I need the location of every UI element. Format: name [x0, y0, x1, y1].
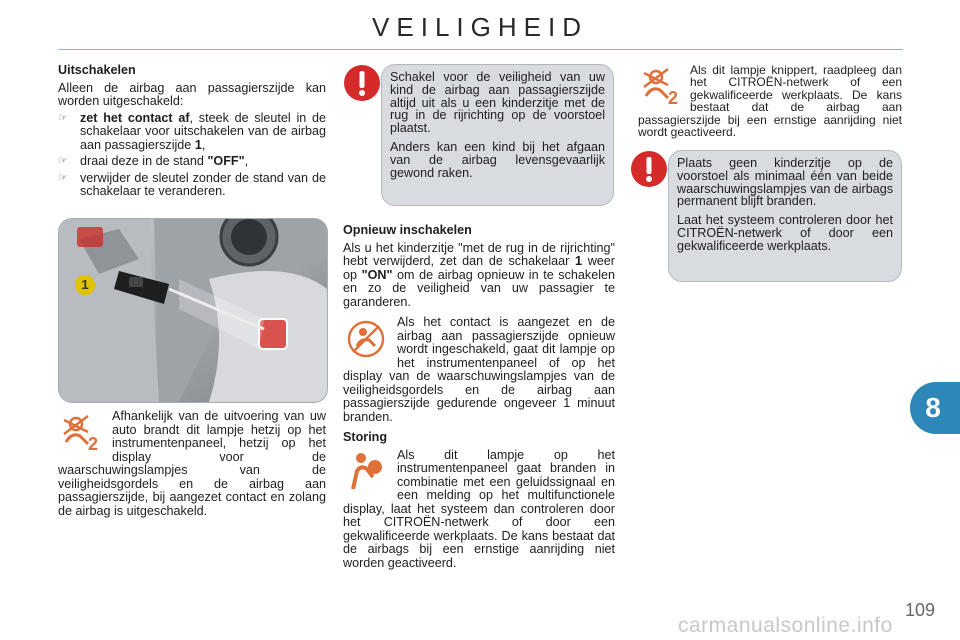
warning-exclamation-icon: [630, 150, 668, 188]
bullet-bold: 1: [194, 137, 202, 152]
bullet-text: verwijder de sleutel zonder de stand van de schakelaar te veranderen.: [80, 170, 326, 198]
airbag-fault-lamp-icon: [343, 449, 391, 503]
lamp-on-text: Als het contact is aangezet en de airbag aan passagierszijde opnieuw wordt ingeschakeld, gaat dit lampje op het instrumentenpaneel of op het display van de waarschuwingslampjes van de veiligheidsgordels en de airbag aan passagierszijde gedurende ongeveer 1 minuut branden.: [343, 315, 615, 424]
title-rule: [58, 49, 903, 50]
bullet-bold: "OFF": [207, 154, 245, 168]
fault-text: Als dit lampje op het instrumentenpaneel gaat branden in combinatie met een geluidssignaal en een melding op het multifunctionele display, laat het systeem dan controleren door het CITROËN-netwerk of door een gekwalificeerde werkplaats. De kans bestaat dat de airbags bij een ernstige aanrijding niet worden geactiveerd.: [343, 447, 615, 570]
airbag-off-lamp-icon: [638, 64, 684, 108]
warning-box-lamps: [668, 150, 902, 282]
watermark: carmanualsonline.info: [678, 614, 893, 637]
section-disable: [58, 64, 326, 202]
warning-text: Anders kan een kind bij het afgaan van de airbag levensgevaarlijk gewond raken.: [390, 139, 605, 180]
bullet-hand-icon: ☞: [58, 155, 68, 167]
warning-text: Plaats geen kinderzitje op de voorstoel als minimaal één van beide waarschuwingslampjes van de airbags permanent blijft branden.: [677, 156, 893, 209]
bullet-item: [58, 112, 326, 153]
warning-box-child-seat: [381, 64, 614, 206]
bullet-text: , steek de sleutel in de schakelaar voor uitschakelen van de airbag aan passagierszijde: [80, 110, 326, 152]
section-reenable: [343, 224, 615, 573]
lamp-off-text: Afhankelijk van de uitvoering van uw auto brandt dit lampje hetzij op het instrumentenpaneel, hetzij op het display voor de waarschuwingslampjes van de veiligheidsgordels en de airbag aan passagierszijde, bij aangezet contact en zolang de airbag is uitgeschakeld.: [58, 409, 326, 518]
bullet-item: [58, 172, 326, 199]
bullet-text: ,: [201, 137, 206, 152]
bullet-hand-icon: ☞: [58, 111, 68, 124]
heading-disable: Uitschakelen: [58, 63, 136, 77]
chapter-tab: 8: [910, 382, 960, 434]
section-lamp-off: [58, 410, 326, 521]
reenable-text: [343, 242, 615, 310]
bullet-text: draai deze in de stand: [80, 154, 208, 168]
svg-text:2: 2: [668, 88, 679, 108]
warning-text: Schakel voor de veiligheid van uw kind de airbag aan passagierszijde altijd uit als u een kinderzitje met de rug in de rijrichting op de voorstoel plaatst.: [390, 70, 605, 136]
page-title: VEILIGHEID: [372, 12, 588, 42]
warning-exclamation-icon: [343, 64, 381, 102]
intro-text: Alleen de airbag aan passagierszijde kan worden uitgeschakeld:: [58, 80, 326, 108]
callout-number: 1: [75, 275, 95, 295]
heading-fault: Storing: [343, 430, 388, 444]
svg-text:2: 2: [88, 434, 99, 454]
section-blink: [638, 64, 902, 141]
text: om de airbag opnieuw in te schakelen en zo de veiligheid van uw passagier te garanderen.: [343, 267, 615, 309]
text: weer op: [343, 254, 615, 282]
airbag-off-lamp-icon: [58, 410, 106, 458]
bullet-text: ,: [244, 154, 249, 168]
bold-text: "ON": [361, 267, 393, 282]
blink-text: Als dit lampje knippert, raadpleeg dan het CITROËN-netwerk of een gekwalificeerde werkplaats. De kans bestaat dat de airbag aan passagierszijde bij een ernstige aanrijding niet wordt geactiveerd.: [638, 63, 902, 140]
bullet-bold: zet het contact af: [80, 110, 190, 125]
heading-reenable: Opnieuw inschakelen: [343, 223, 472, 237]
page-number: 109: [905, 600, 936, 620]
bold-text: 1: [575, 254, 583, 268]
warning-text: Laat het systeem controleren door het CITROËN-netwerk of door een gekwalificeerde werkplaats.: [677, 213, 893, 253]
airbag-switch-illustration: [58, 218, 328, 403]
bullet-item: [58, 155, 326, 169]
airbag-on-lamp-icon: [343, 316, 391, 366]
text: Als u het kinderzitje "met de rug in de rijrichting" hebt verwijderd, zet dan de schakelaar: [343, 240, 615, 268]
bullet-hand-icon: ☞: [58, 171, 68, 184]
